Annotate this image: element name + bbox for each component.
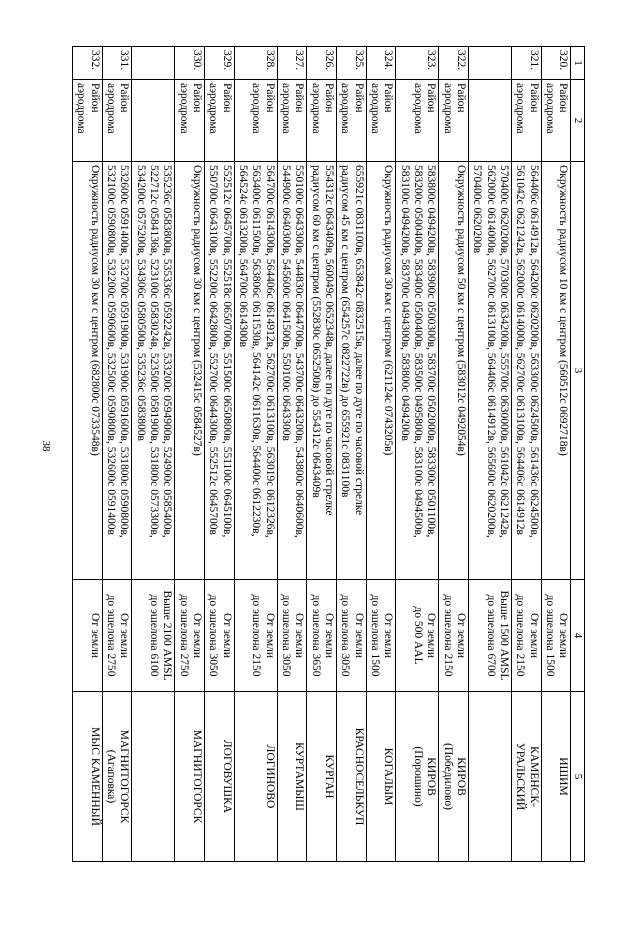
zone-type: Район аэродрома: [337, 80, 367, 162]
header-col-2: 2: [571, 80, 585, 162]
boundary-coordinates-line: радиусом 45 км с центром (654257с 0822722в) до 655921с 0831100в: [339, 165, 352, 498]
boundary-coordinates-line: 564700с 0614300в, 564406с 0614912в, 562700с 0613100в, 563019с 0612326в,: [263, 165, 276, 538]
altitude-limits-line: От земли: [352, 612, 365, 659]
table-row: [439, 47, 469, 862]
altitude-limits-line: до эшелона 1500: [368, 594, 381, 677]
boundary-coordinates: [439, 162, 469, 580]
altitude-limits: [277, 580, 307, 692]
zone-type: Район аэродрома: [175, 80, 205, 162]
boundary-coordinates: [73, 162, 103, 580]
aerodrome-name: [366, 692, 396, 862]
boundary-coordinates-line: 564524с 0613200в, 564700с 0614300в: [237, 165, 250, 348]
boundary-coordinates-line: 550100с 0643300в, 544830с 0644700в, 543700с 0643200в, 543800с 0640600в,: [293, 165, 306, 538]
boundary-coordinates: [205, 162, 235, 580]
zone-type: Район аэродрома: [396, 80, 439, 162]
aerodrome-name: [511, 692, 541, 862]
table-row: [541, 47, 571, 862]
zone-type: Район аэродрома: [277, 80, 307, 162]
altitude-limits-line: до эшелона 3050: [207, 594, 220, 677]
zone-type: [132, 80, 175, 162]
aerodrome-name: [541, 692, 571, 862]
altitude-limits-line: Выше 2100 AMSL: [161, 590, 174, 681]
boundary-coordinates: [175, 162, 205, 580]
altitude-limits: [73, 580, 103, 692]
altitude-limits: [205, 580, 235, 692]
table-row: [73, 47, 103, 862]
zone-type: Район аэродрома: [541, 80, 571, 162]
aerodrome-name-line: КИРОВ: [425, 757, 438, 796]
altitude-limits: [132, 580, 175, 692]
altitude-limits-line: до 500 AAL: [411, 606, 424, 665]
row-number: 322.: [439, 47, 469, 80]
aerodrome-name-line: (Победилово): [441, 743, 454, 810]
altitude-limits-line: От земли: [88, 612, 101, 659]
boundary-coordinates-line: 563400с 0611500в, 563806с 0611530в, 564142с 0611630в, 564400с 0612230в,: [250, 165, 263, 537]
altitude-limits-line: От земли: [323, 612, 335, 659]
altitude-limits-line: От земли: [191, 612, 204, 659]
aerodrome-name: [73, 692, 103, 862]
table-row: [132, 47, 175, 862]
airspace-table: [72, 46, 585, 862]
boundary-coordinates-line: 534200с 0575200в, 534306с 0580500в, 535236с 0583800в: [134, 165, 147, 441]
boundary-coordinates-line: 535236с 0583800в, 535336с 0592242в, 533200с 0594900в, 524900с 0585400в,: [161, 165, 174, 538]
zone-type: Район аэродрома: [307, 80, 337, 162]
aerodrome-name-line: КАМЕНСК-: [527, 746, 540, 807]
altitude-limits-line: до эшелона 2150: [441, 594, 454, 677]
altitude-limits-line: От земли: [263, 612, 276, 659]
altitude-limits-line: От земли: [557, 612, 570, 659]
boundary-coordinates-line: 554312с 0643409в, 560049с 0652348в, далее по дуге по часовой стрелке: [323, 165, 335, 516]
zone-type: [468, 80, 511, 162]
boundary-coordinates-line: 570400с 0620200в: [471, 165, 484, 254]
row-number: 321.: [511, 47, 541, 80]
aerodrome-name-line: ИШИМ: [557, 757, 570, 796]
zone-type: Район аэродрома: [73, 80, 103, 162]
altitude-limits-line: до эшелона 2750: [177, 594, 190, 677]
aerodrome-name-line: МАГНИТОГОРСК: [118, 729, 131, 824]
altitude-limits-line: От земли: [293, 612, 306, 659]
row-number: 330.: [175, 47, 205, 80]
zone-type: Район аэродрома: [102, 80, 132, 162]
aerodrome-name: [234, 692, 277, 862]
row-number: 320.: [541, 47, 571, 80]
table-row: [234, 47, 277, 862]
row-number: [132, 47, 175, 80]
page-number: 38: [40, 440, 52, 452]
aerodrome-name-line: КУРТАМЫШ: [293, 742, 306, 811]
table-row: [175, 47, 205, 862]
altitude-limits-line: От земли: [220, 612, 233, 659]
boundary-coordinates-line: 552512с 0645700в, 552518с 0650700в, 551500с 0650800в, 551100с 0645100в,: [220, 165, 233, 538]
altitude-limits-line: От земли: [454, 612, 467, 659]
aerodrome-name-line: ЛОГОВУШКА: [220, 739, 233, 814]
boundary-coordinates-line: 583200с 0500400в, 583400с 0500400в, 583500с 0495800в, 583100с 0494500в,: [411, 165, 424, 538]
rotated-page: [0, 46, 585, 951]
table-row: [102, 47, 132, 862]
aerodrome-name-line: МЫС КАМЕННЫЙ: [88, 727, 101, 826]
altitude-limits-line: Выше 1500 AMSL: [497, 590, 510, 681]
row-number: 332.: [73, 47, 103, 80]
aerodrome-name: [102, 692, 132, 862]
boundary-coordinates-line: 570400с 0620200в, 570300с 0634200в, 555700с 0630000в, 561042с 0621242в,: [497, 165, 510, 538]
boundary-coordinates-line: 583100с 0494200в, 583700с 0494300в, 583800с 0494200в: [398, 165, 411, 441]
zone-type: Район аэродрома: [439, 80, 469, 162]
aerodrome-name: [132, 692, 175, 862]
altitude-limits: [511, 580, 541, 692]
boundary-coordinates: [468, 162, 511, 580]
table-row: [205, 47, 235, 862]
boundary-coordinates: [277, 162, 307, 580]
altitude-limits-line: до эшелона 6700: [484, 594, 497, 677]
altitude-limits: [541, 580, 571, 692]
altitude-limits-line: до эшелона 2150: [250, 594, 263, 677]
boundary-coordinates-line: 564406с 0614912в, 564200с 0620200в, 563300с 0624500в, 561436с 0624500в,: [527, 165, 540, 538]
altitude-limits-line: до эшелона 3650: [309, 594, 322, 677]
altitude-limits-line: до эшелона 6100: [148, 594, 161, 677]
aerodrome-name-line: МАГНИТОГОРСК: [191, 729, 204, 824]
altitude-limits-line: От земли: [118, 612, 131, 659]
boundary-coordinates-line: 532100с 0590800в, 532200с 0590600в, 532500с 0590800в, 532600с 0591400в: [105, 165, 118, 535]
altitude-limits: [396, 580, 439, 692]
zone-type: Район аэродрома: [205, 80, 235, 162]
altitude-limits-line: до эшелона 2750: [105, 594, 118, 677]
altitude-limits: [175, 580, 205, 692]
header-col-5: 5: [571, 692, 585, 862]
altitude-limits-line: От земли: [425, 612, 438, 659]
row-number: [468, 47, 511, 80]
boundary-coordinates-line: 583800с 0494200в, 583900с 0500300в, 583700с 0502000в, 583300с 0501100в,: [425, 165, 438, 538]
boundary-coordinates-line: 561042с 0621242в, 562000с 0614000в, 562700с 0613100в, 564406с 0614912в: [514, 165, 527, 535]
altitude-limits-line: От земли: [527, 612, 540, 659]
aerodrome-name-line: ЛОГИНОВО: [263, 744, 276, 809]
zone-type: Район аэродрома: [366, 80, 396, 162]
boundary-coordinates-line: Окружность радиусом 30 км с центром (532415с 0584527в): [191, 165, 204, 456]
header-col-1: 1: [571, 47, 585, 80]
aerodrome-name: [337, 692, 367, 862]
header-col-4: 4: [571, 580, 585, 692]
row-number: 325.: [337, 47, 367, 80]
altitude-limits: [468, 580, 511, 692]
header-row: [571, 47, 585, 862]
aerodrome-name: [439, 692, 469, 862]
boundary-coordinates: [102, 162, 132, 580]
altitude-limits-line: до эшелона 1500: [543, 594, 556, 677]
table-row: [337, 47, 367, 862]
row-number: 324.: [366, 47, 396, 80]
boundary-coordinates: [307, 162, 337, 580]
boundary-coordinates-line: 532600с 0591400в, 532700с 0591900в, 531900с 0591600в, 531800с 0590800в,: [118, 165, 131, 538]
aerodrome-name-line: КРАСНОСЕЛЬКУП: [352, 727, 365, 826]
table-row: [366, 47, 396, 862]
altitude-limits: [102, 580, 132, 692]
zone-type: Район аэродрома: [511, 80, 541, 162]
altitude-limits-line: От земли: [382, 612, 395, 659]
boundary-coordinates-line: 522712с 0584136в, 523100с 0583024в, 523500с 0581900в, 531800с 0573300в,: [148, 165, 161, 538]
table-body: [73, 47, 571, 862]
header-col-3: 3: [571, 162, 585, 580]
aerodrome-name: [205, 692, 235, 862]
altitude-limits-line: до эшелона 3050: [339, 594, 352, 677]
boundary-coordinates-line: радиусом 60 км с центром (552830с 0652500в) до 554312с 0643409в: [309, 165, 322, 498]
aerodrome-name-line: УРАЛЬСКИЙ: [514, 742, 527, 811]
boundary-coordinates-line: Окружность радиусом 30 км с центром (621124с 0743205в): [382, 165, 395, 456]
boundary-coordinates: [511, 162, 541, 580]
boundary-coordinates: [396, 162, 439, 580]
table-row: [468, 47, 511, 862]
row-number: 327.: [277, 47, 307, 80]
row-number: 331.: [102, 47, 132, 80]
zone-type: Район аэродрома: [234, 80, 277, 162]
aerodrome-name: [396, 692, 439, 862]
aerodrome-name-line: КУРГАН: [323, 754, 335, 799]
boundary-coordinates-line: 544900с 0640300в, 545600с 0641500в, 550100с 0643300в: [280, 165, 293, 441]
table-row: [277, 47, 307, 862]
boundary-coordinates-line: Окружность радиусом 50 км с центром (583012с 0492054в): [454, 165, 467, 456]
row-number: 326.: [307, 47, 337, 80]
boundary-coordinates-line: 550700с 0643100в, 552200с 0642800в, 552700с 0644300в, 552512с 0645700в: [207, 165, 220, 535]
altitude-limits-line: до эшелона 2150: [514, 594, 527, 677]
boundary-coordinates: [541, 162, 571, 580]
altitude-limits: [234, 580, 277, 692]
boundary-coordinates: [337, 162, 367, 580]
altitude-limits: [439, 580, 469, 692]
row-number: 328.: [234, 47, 277, 80]
aerodrome-name-line: КОГАЛЫМ: [382, 747, 395, 806]
boundary-coordinates: [132, 162, 175, 580]
aerodrome-name: [175, 692, 205, 862]
table-row: [396, 47, 439, 862]
aerodrome-name: [468, 692, 511, 862]
boundary-coordinates: [366, 162, 396, 580]
aerodrome-name: [307, 692, 337, 862]
altitude-limits: [366, 580, 396, 692]
row-number: 323.: [396, 47, 439, 80]
boundary-coordinates-line: 562000с 0614000в, 562700с 0613100в, 564406с 0614912в, 565600с 0620200в,: [484, 165, 497, 538]
boundary-coordinates: [234, 162, 277, 580]
aerodrome-name-line: (Агаповка): [105, 749, 118, 804]
boundary-coordinates-line: Окружность радиусом 10 км с центром (560512с 0692718в): [557, 165, 570, 456]
aerodrome-name: [277, 692, 307, 862]
table-row: [307, 47, 337, 862]
aerodrome-name-line: (Порошино): [411, 746, 424, 807]
altitude-limits: [337, 580, 367, 692]
table-row: [511, 47, 541, 862]
boundary-coordinates-line: Окружность радиусом 30 км с центром (682800с 0733548в): [88, 165, 101, 456]
aerodrome-name-line: КИРОВ: [454, 757, 467, 796]
row-number: 329.: [205, 47, 235, 80]
altitude-limits-line: до эшелона 3050: [280, 594, 293, 677]
boundary-coordinates-line: 655921с 0831100в, 653842с 0832515в, далее по дуге по часовой стрелке: [352, 165, 365, 516]
altitude-limits: [307, 580, 337, 692]
